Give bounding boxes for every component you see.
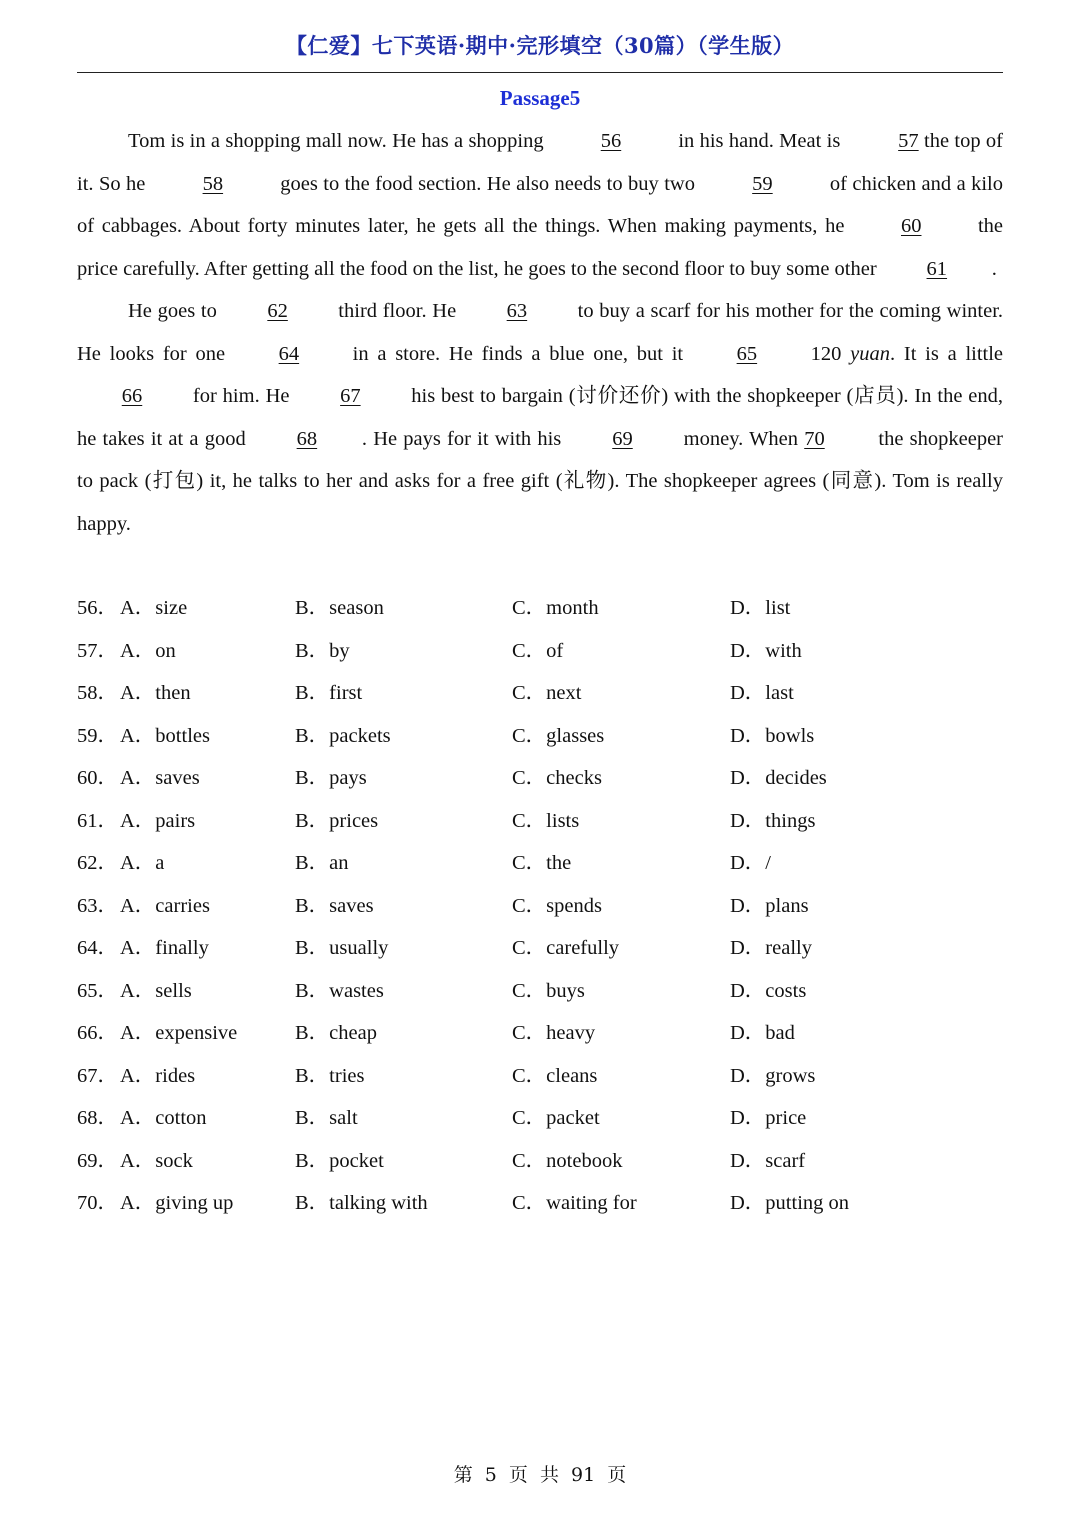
option-b: B．salt [295, 1107, 358, 1129]
option-c: C．checks [512, 767, 602, 789]
option-a: A．sock [120, 1149, 193, 1172]
question-number: 68． [77, 1107, 118, 1129]
option-b: B．packets [295, 724, 391, 747]
passage-body [77, 120, 1003, 545]
p1-text-6: the price carefully. After getting all the food on the list, he goes to the second floor to buy some other [77, 215, 1004, 280]
option-a: A．rides [120, 1064, 196, 1087]
option-c: C．of [512, 639, 564, 662]
option-d: D．really [730, 937, 812, 959]
option-a: A．expensive [120, 1022, 238, 1044]
option-c: C．the [512, 852, 572, 874]
option-c: C．heavy [512, 1022, 596, 1044]
option-d: D．bowls [730, 724, 815, 747]
p1-text-3: the top of it. So he [77, 130, 1003, 195]
blank-58: 58 [202, 172, 224, 195]
p2-text-2: third floor. He [338, 300, 457, 322]
option-b: B．pays [295, 767, 367, 789]
blank-64: 64 [278, 342, 300, 365]
option-c: C．notebook [512, 1149, 623, 1172]
option-c: C．next [512, 682, 582, 704]
option-d: D．with [730, 639, 802, 662]
option-d: D．list [730, 597, 791, 619]
page-header: 【仁爱】七下英语·期中·完形填空（30篇）（学生版） [285, 33, 795, 58]
question-number: 60． [77, 767, 118, 789]
question-number: 65． [77, 979, 118, 1002]
option-c: C．buys [512, 979, 585, 1002]
p2-text-3: to buy a scarf for his mother for the coming winter. He looks for one [77, 300, 1004, 365]
option-b: B．saves [295, 894, 374, 917]
question-number: 64． [77, 937, 118, 959]
yuan-word: yuan [850, 342, 890, 365]
option-b: B．an [295, 852, 349, 874]
option-b: B．pocket [295, 1149, 384, 1172]
question-number: 69． [77, 1149, 118, 1172]
question-row [77, 587, 1003, 630]
p1-text-4: goes to the food section. He also needs to buy two [280, 172, 695, 195]
p2-text-8: his best to bargain (讨价还价) with the shopkeeper (店员). In the end, he takes it at a good [77, 385, 1004, 450]
p1-text-5: of chicken and a kilo of cabbages. About forty minutes later, he gets all the things. When making payments, he [77, 172, 1003, 237]
blank-66: 66 [121, 385, 143, 407]
blank-68: 68 [296, 427, 318, 450]
option-c: C．glasses [512, 724, 605, 747]
question-number: 58． [77, 682, 118, 704]
option-a: A．a [120, 852, 165, 874]
option-d: D．grows [730, 1064, 816, 1087]
option-c: C．carefully [512, 937, 620, 959]
question-row [77, 1055, 1003, 1098]
question-number: 66． [77, 1022, 118, 1044]
option-a: A．carries [120, 894, 210, 917]
question-row [77, 970, 1003, 1013]
option-d: D．putting on [730, 1192, 850, 1214]
blank-69: 69 [612, 427, 633, 450]
option-c: C．cleans [512, 1064, 598, 1087]
question-row [77, 1182, 1003, 1225]
passage-title: Passage5 [499, 86, 581, 110]
option-b: B．tries [295, 1064, 365, 1087]
question-number: 59． [77, 724, 118, 747]
option-c: C．lists [512, 809, 580, 832]
blank-61: 61 [926, 257, 948, 280]
blank-59: 59 [752, 172, 773, 195]
option-c: C．month [512, 597, 599, 619]
option-d: D．plans [730, 894, 809, 917]
option-b: B．season [295, 597, 384, 619]
option-b: B．talking with [295, 1192, 428, 1214]
question-number: 70． [77, 1192, 118, 1214]
question-row [77, 715, 1003, 758]
question-number: 62． [77, 852, 118, 874]
question-number: 63． [77, 894, 118, 917]
blank-70: 70 [804, 427, 825, 450]
p2-text-11: the shopkeeper to pack (打包) it, he talks to her and asks for a free gift (礼物). The shopkeeper agrees (同意). Tom is really happy. [77, 427, 1003, 535]
paragraph-1 [77, 120, 1003, 290]
blank-56: 56 [600, 130, 622, 152]
question-row [77, 1140, 1003, 1183]
blank-62: 62 [267, 300, 288, 322]
option-c: C．packet [512, 1107, 600, 1129]
p2-text-6: . It is a little [890, 342, 1004, 365]
p2-text-10: money. When [683, 427, 799, 450]
blank-67: 67 [340, 385, 361, 407]
question-row [77, 757, 1003, 800]
p1-text-2: in his hand. Meat is [678, 130, 841, 152]
question-row [77, 800, 1003, 843]
option-a: A．sells [120, 979, 192, 1002]
blank-60: 60 [900, 215, 922, 237]
question-row [77, 1012, 1003, 1055]
blank-65: 65 [736, 342, 758, 365]
paragraph-2 [77, 290, 1003, 545]
option-b: B．cheap [295, 1022, 377, 1044]
page-number: 第 5 页 共 91 页 [453, 1464, 627, 1486]
question-row [77, 885, 1003, 928]
option-b: B．by [295, 639, 350, 662]
option-c: C．waiting for [512, 1192, 637, 1214]
option-d: D．bad [730, 1022, 795, 1044]
blank-63: 63 [506, 300, 528, 322]
question-number: 56． [77, 597, 118, 619]
p2-text-1: He goes to [128, 300, 217, 322]
question-row [77, 630, 1003, 673]
option-a: A．on [120, 639, 176, 662]
option-d: D．costs [730, 979, 807, 1002]
blank-57: 57 [898, 130, 919, 152]
option-b: B．wastes [295, 979, 384, 1002]
option-a: A．size [120, 597, 188, 619]
question-row [77, 927, 1003, 970]
option-d: D．price [730, 1107, 807, 1129]
question-number: 61． [77, 809, 118, 832]
question-row [77, 1097, 1003, 1140]
p1-text-7: . [991, 257, 997, 280]
option-d: D．/ [730, 852, 771, 874]
question-number: 67． [77, 1064, 118, 1087]
option-a: A．saves [120, 767, 200, 789]
option-d: D．things [730, 809, 816, 832]
p2-text-9: . He pays for it with his [361, 427, 562, 450]
p1-text-1: Tom is in a shopping mall now. He has a shopping [128, 130, 544, 152]
option-a: A．pairs [120, 809, 196, 832]
option-c: C．spends [512, 894, 602, 917]
option-a: A．finally [120, 937, 209, 959]
question-row [77, 672, 1003, 715]
p2-text-7: for him. He [192, 385, 290, 407]
question-row [77, 842, 1003, 885]
option-d: D．decides [730, 767, 827, 789]
question-number: 57． [77, 639, 118, 662]
option-a: A．cotton [120, 1107, 207, 1129]
option-b: B．usually [295, 937, 389, 959]
option-a: A．giving up [120, 1192, 234, 1214]
option-b: B．first [295, 682, 363, 704]
options-list [77, 587, 1003, 1225]
option-a: A．bottles [120, 724, 210, 747]
option-d: D．last [730, 682, 794, 704]
option-a: A．then [120, 682, 191, 704]
p2-text-4: in a store. He finds a blue one, but it [352, 342, 684, 365]
header-divider [77, 72, 1003, 73]
p2-text-5: 120 [810, 342, 842, 365]
option-b: B．prices [295, 809, 379, 832]
option-d: D．scarf [730, 1149, 806, 1172]
